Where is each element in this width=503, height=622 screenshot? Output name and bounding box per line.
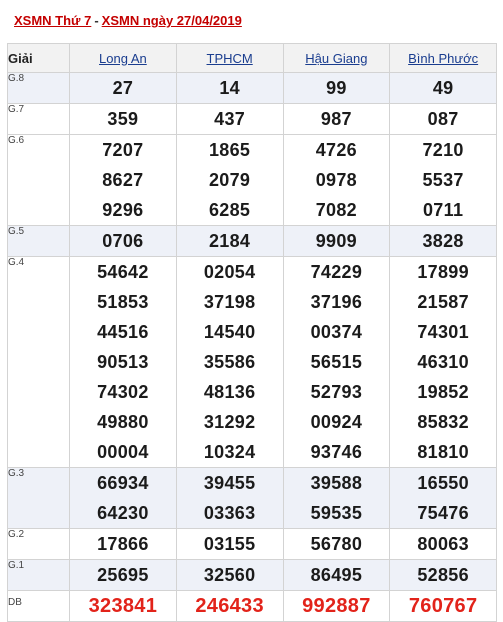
result-number: 31292 <box>203 412 256 432</box>
result-number: 10324 <box>203 442 256 462</box>
result-number: 1865 <box>209 140 251 160</box>
result-number: 90513 <box>97 352 149 372</box>
province-link-tphcm[interactable]: TPHCM <box>206 50 253 66</box>
result-number: 21587 <box>417 292 469 312</box>
result-cell <box>176 529 283 560</box>
result-cell <box>176 104 283 135</box>
prize-label: G.6 <box>8 135 70 226</box>
result-cell <box>390 73 497 104</box>
prize-row <box>8 257 497 468</box>
prize-label: G.5 <box>8 226 70 257</box>
result-cell <box>176 73 283 104</box>
province-header <box>390 44 497 73</box>
province-link-long-an[interactable]: Long An <box>99 50 147 66</box>
special-prize-number: 760767 <box>408 595 478 617</box>
result-number: 0706 <box>102 231 144 251</box>
result-number: 14 <box>219 78 240 98</box>
result-number: 56515 <box>310 352 363 372</box>
result-number: 7210 <box>422 140 464 160</box>
province-link-hau-giang[interactable]: Hậu Giang <box>305 50 368 66</box>
result-cell <box>70 468 177 529</box>
prize-label: G.8 <box>8 73 70 104</box>
result-number: 48136 <box>203 382 256 402</box>
result-cell <box>176 135 283 226</box>
prize-label: G.1 <box>8 560 70 591</box>
prize-label: DB <box>8 591 70 622</box>
result-number: 74229 <box>310 262 363 282</box>
result-number: 9909 <box>315 231 357 251</box>
result-number: 3828 <box>422 231 464 251</box>
results-title <box>14 13 242 28</box>
prize-row <box>8 73 497 104</box>
result-number: 64230 <box>97 503 149 523</box>
result-number: 37198 <box>203 292 256 312</box>
result-cell <box>70 560 177 591</box>
result-number: 0978 <box>315 170 357 190</box>
results-body <box>8 73 497 622</box>
result-number: 66934 <box>97 473 149 493</box>
prize-row <box>8 226 497 257</box>
result-number: 49 <box>432 78 454 98</box>
prize-label: G.7 <box>8 104 70 135</box>
result-cell <box>283 226 390 257</box>
result-number: 359 <box>107 109 139 129</box>
result-number: 44516 <box>97 322 149 342</box>
result-number: 6285 <box>209 200 251 220</box>
result-cell <box>70 529 177 560</box>
prize-label: G.3 <box>8 468 70 529</box>
result-number: 54642 <box>97 262 149 282</box>
result-cell <box>283 73 390 104</box>
result-number: 25695 <box>97 565 149 585</box>
result-cell <box>283 468 390 529</box>
table-header-row <box>8 44 497 73</box>
result-cell <box>390 257 497 468</box>
result-number: 8627 <box>102 170 144 190</box>
result-cell <box>176 226 283 257</box>
result-cell <box>70 135 177 226</box>
result-cell <box>283 257 390 468</box>
xsmn-weekday-link[interactable]: XSMN Thứ 7 <box>14 13 92 28</box>
result-number: 19852 <box>417 382 469 402</box>
special-prize-number: 323841 <box>88 595 158 617</box>
prize-column-header: Giải <box>8 44 70 73</box>
result-number: 85832 <box>417 412 469 432</box>
prize-label: G.4 <box>8 257 70 468</box>
result-number: 5537 <box>422 170 464 190</box>
result-number: 46310 <box>417 352 469 372</box>
result-number: 17866 <box>97 534 149 554</box>
result-number: 32560 <box>203 565 256 585</box>
result-cell <box>70 73 177 104</box>
result-number: 437 <box>214 109 246 129</box>
result-cell <box>390 560 497 591</box>
result-number: 4726 <box>315 140 357 160</box>
result-number: 987 <box>320 109 352 129</box>
result-number: 37196 <box>310 292 363 312</box>
result-number: 39588 <box>310 473 363 493</box>
prize-row <box>8 135 497 226</box>
result-number: 03363 <box>203 503 256 523</box>
result-cell <box>390 226 497 257</box>
result-number: 14540 <box>203 322 256 342</box>
result-number: 00924 <box>310 412 363 432</box>
result-number: 7082 <box>315 200 357 220</box>
result-number: 74302 <box>97 382 149 402</box>
prize-row <box>8 468 497 529</box>
result-cell <box>70 257 177 468</box>
result-number: 00374 <box>310 322 363 342</box>
result-number: 7207 <box>102 140 144 160</box>
prize-row <box>8 104 497 135</box>
result-number: 99 <box>326 78 347 98</box>
prize-row <box>8 560 497 591</box>
result-number: 59535 <box>310 503 363 523</box>
result-cell <box>283 560 390 591</box>
title-separator: - <box>94 13 99 28</box>
result-number: 49880 <box>97 412 149 432</box>
result-cell <box>390 104 497 135</box>
result-number: 75476 <box>417 503 469 523</box>
prize-label: G.2 <box>8 529 70 560</box>
prize-row <box>8 529 497 560</box>
result-cell <box>283 529 390 560</box>
result-number: 2184 <box>209 231 251 251</box>
result-number: 27 <box>112 78 134 98</box>
result-number: 16550 <box>417 473 469 493</box>
result-cell <box>70 226 177 257</box>
result-cell <box>283 104 390 135</box>
result-number: 0711 <box>423 200 464 220</box>
result-number: 03155 <box>203 534 256 554</box>
result-number: 02054 <box>203 262 256 282</box>
province-header <box>176 44 283 73</box>
result-cell <box>70 104 177 135</box>
result-cell <box>176 468 283 529</box>
result-cell <box>283 135 390 226</box>
result-number: 087 <box>427 109 459 129</box>
result-cell <box>176 560 283 591</box>
special-prize-number: 246433 <box>195 595 264 617</box>
result-cell <box>176 257 283 468</box>
result-cell <box>390 135 497 226</box>
result-cell <box>390 468 497 529</box>
province-link-binh-phuoc[interactable]: Bình Phước <box>408 50 479 66</box>
result-number: 52793 <box>310 382 363 402</box>
result-number: 17899 <box>417 262 469 282</box>
result-number: 93746 <box>310 442 363 462</box>
xsmn-date-link[interactable]: XSMN ngày 27/04/2019 <box>101 13 242 28</box>
province-header <box>283 44 390 73</box>
result-number: 86495 <box>310 565 363 585</box>
result-number: 35586 <box>203 352 256 372</box>
result-number: 81810 <box>417 442 469 462</box>
result-number: 74301 <box>417 322 469 342</box>
result-number: 80063 <box>417 534 469 554</box>
result-number: 52856 <box>417 565 469 585</box>
result-cell <box>390 529 497 560</box>
result-number: 9296 <box>102 200 144 220</box>
result-number: 2079 <box>209 170 251 190</box>
result-number: 39455 <box>203 473 256 493</box>
province-header <box>70 44 177 73</box>
result-number: 51853 <box>97 292 149 312</box>
special-prize-number: 992887 <box>302 595 371 617</box>
lottery-results-table <box>7 43 497 622</box>
result-number: 00004 <box>97 442 149 462</box>
result-number: 56780 <box>310 534 363 554</box>
